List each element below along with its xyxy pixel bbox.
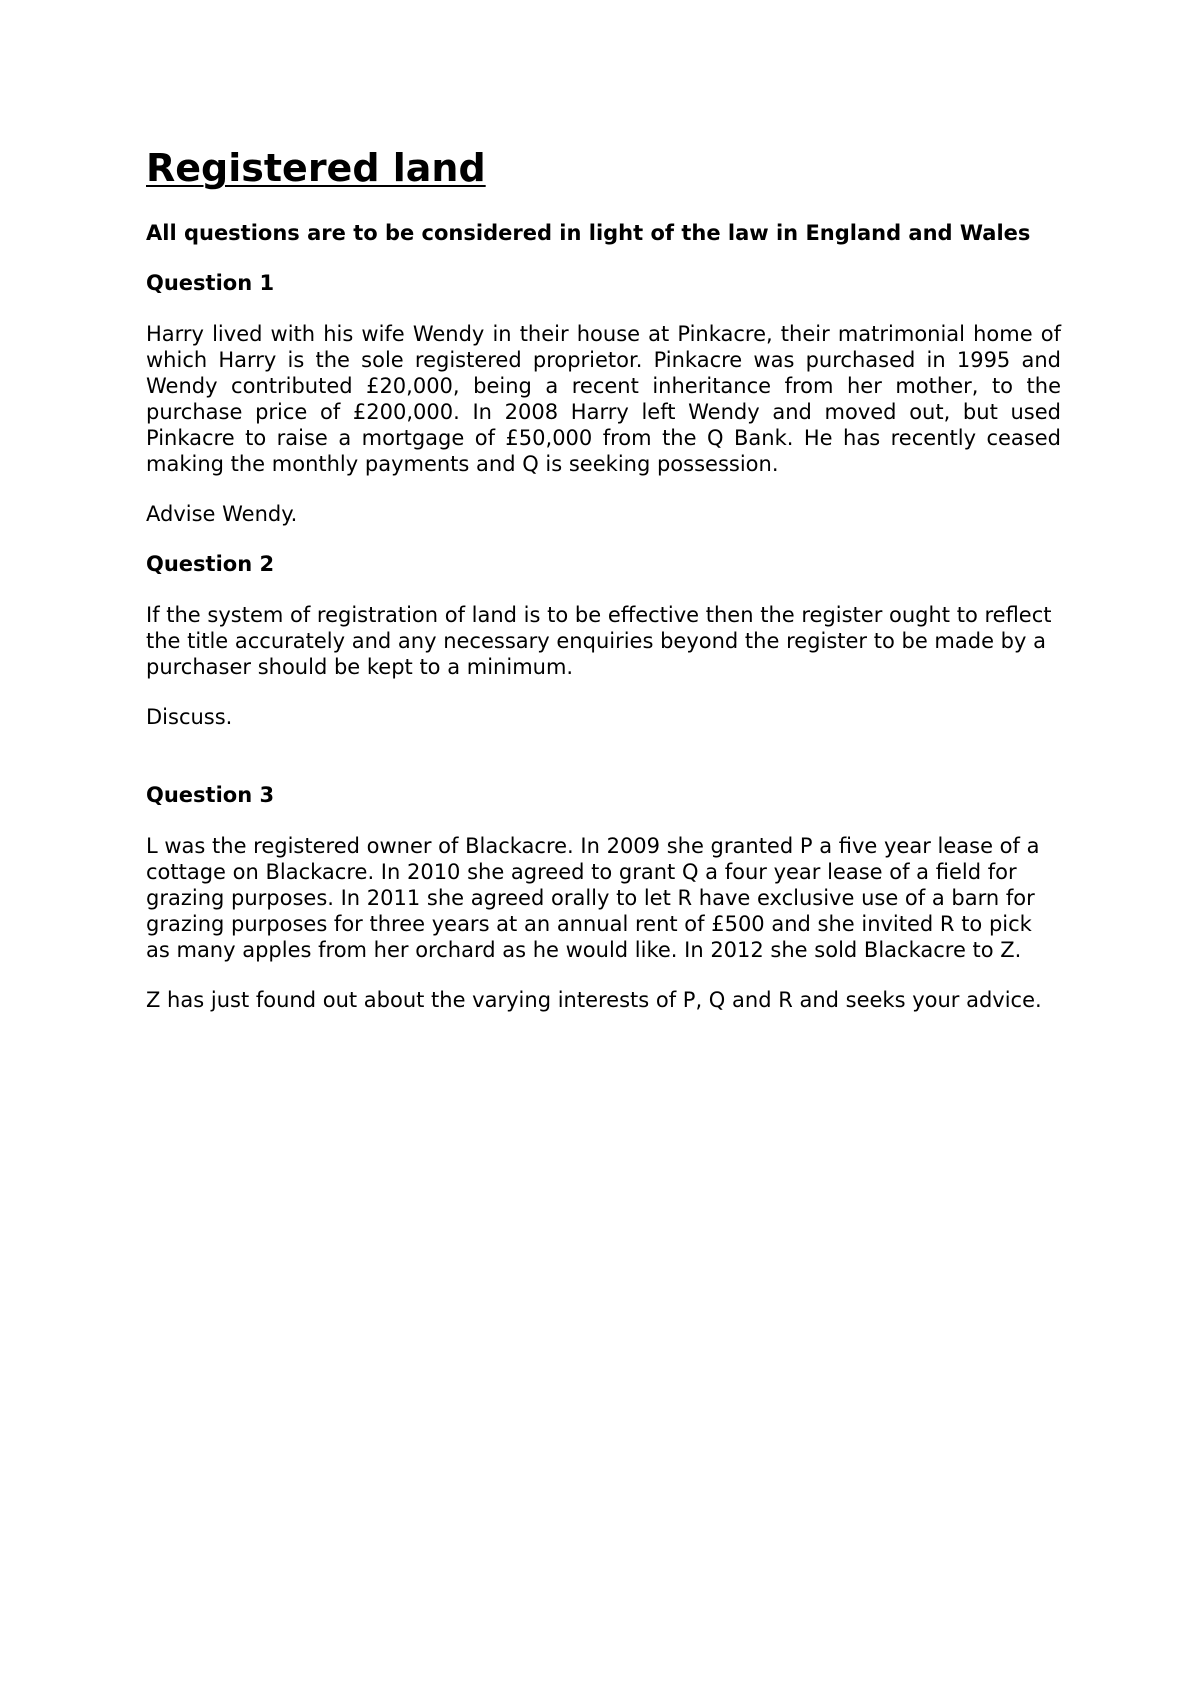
question-1-heading: Question 1 [146,271,275,295]
question-3-heading: Question 3 [146,783,275,807]
question-1-instruction: Advise Wendy. [146,502,298,526]
question-2-section [146,551,1061,730]
question-1-body: Harry lived with his wife Wendy in their house at Pinkacre, their matrimonial home of which Harry is the sole registered proprietor. Pinkacre was purchased in 1995 and Wendy contributed £20,000, being a recent inheritance from her mother, to the purchase price of £200,000. In 2008 Harry left Wendy and moved out, but used Pinkacre to raise a mortgage of £50,000 from the Q Bank. He has recently ceased making the monthly payments and Q is seeking possession. [146,322,1061,476]
question-2-instruction: Discuss. [146,705,233,729]
question-3-instruction: Z has just found out about the varying interests of P, Q and R and seeks your advice. [146,988,1042,1012]
document-content [146,138,1061,1037]
question-2-body: If the system of registration of land is to be effective then the register ought to reflect the title accurately and any necessary enquiries beyond the register to be made by a purchaser should be kept to a minimum. [146,603,1052,679]
question-3-section [146,782,1061,1013]
question-1-section [146,270,1061,527]
question-3-body: L was the registered owner of Blackacre. In 2009 she granted P a five year lease of a cottage on Blackacre. In 2010 she agreed to grant Q a four year lease of a field for grazing purposes. In 2011 she agreed orally to let R have exclusive use of a barn for grazing purposes for three years at an annual rent of £500 and she invited R to pick as many apples from her orchard as he would like. In 2012 she sold Blackacre to Z. [146,834,1040,962]
document-title: Registered land [146,146,486,190]
question-2-heading: Question 2 [146,552,275,576]
intro-text: All questions are to be considered in light of the law in England and Wales [146,221,1031,245]
